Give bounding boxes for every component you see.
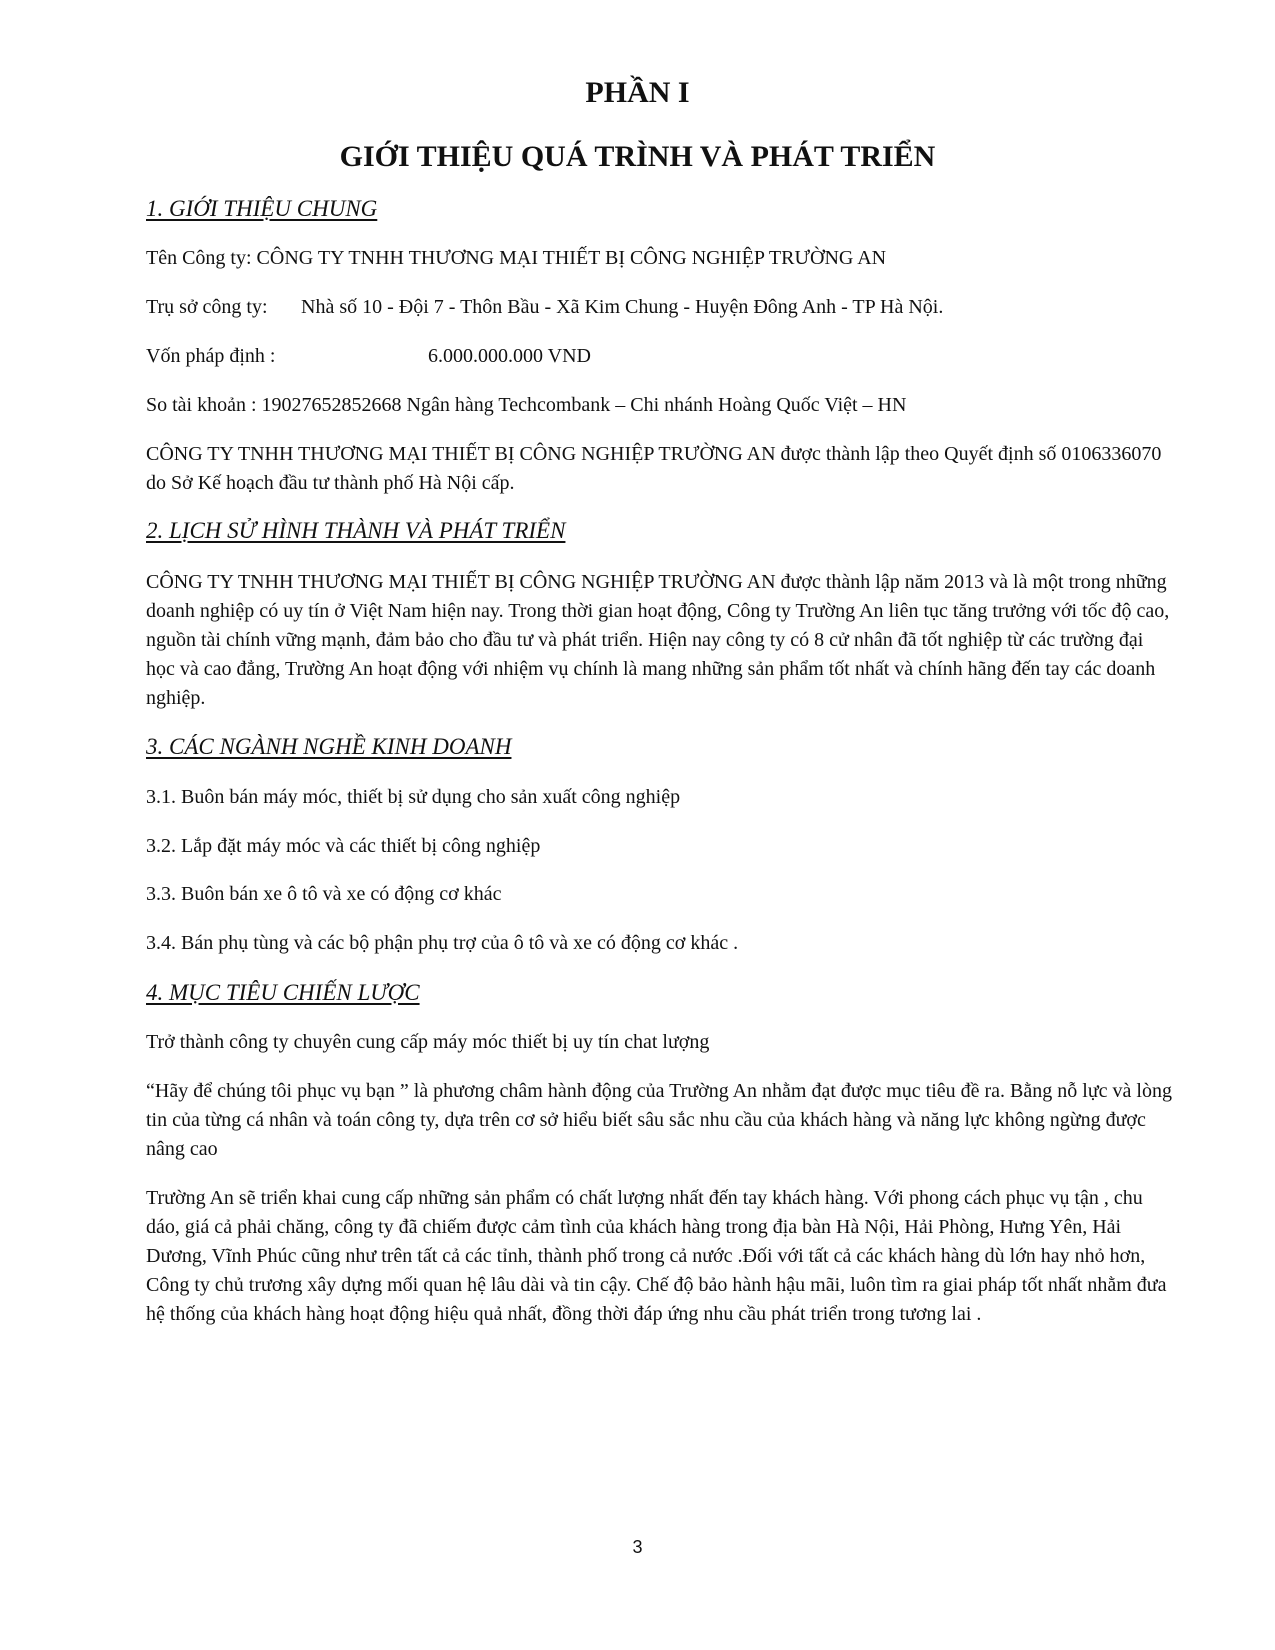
founding-paragraph: CÔNG TY TNHH THƯƠNG MẠI THIẾT BỊ CÔNG NGHIỆP TRƯỜNG AN được thành lập theo Quyết định số 0106336070 do Sở Kế hoạch đầu tư thành phố Hà Nội cấp. <box>146 443 1162 494</box>
service-paragraph: Trường An sẽ triển khai cung cấp những sản phẩm có chất lượng nhất đến tay khách hàng. Với phong cách phục vụ tận , chu dáo, giá cả phải chăng, công ty đã chiếm được cảm tình của khách hàng trong địa bàn Hà Nội, Hải Phòng, Hưng Yên, Hải Dương, Vĩnh Phúc cũng như trên tất cả các tỉnh, thành phố trong cả nước .Đối với tất cả các khách hàng dù lớn hay nhỏ hơn, Công ty chủ trương xây dựng mối quan hệ lâu dài và tin cậy. Chế độ bảo hành hậu mãi, luôn tìm ra giai pháp tốt nhất nhằm đưa hệ thống của khách hàng hoạt động hiệu quả nhất, đồng thời đáp ứng nhu cầu phát triển trong tương lai . <box>146 1187 1167 1325</box>
business-item: 3.4. Bán phụ tùng và các bộ phận phụ trợ của ô tô và xe có động cơ khác . <box>146 932 739 954</box>
history-paragraph: CÔNG TY TNHH THƯƠNG MẠI THIẾT BỊ CÔNG NGHIỆP TRƯỜNG AN được thành lập năm 2013 và là một trong những doanh nghiệp có uy tín ở Việt Nam hiện nay. Trong thời gian hoạt động, Công ty Trường An liên tục tăng trưởng với tốc độ cao, nguồn tài chính vững mạnh, đảm bảo cho đầu tư và phát triển. Hiện nay công ty có 8 cử nhân đã tốt nghiệp từ các trường đại học và cao đẳng, Trường An hoạt động với nhiệm vụ chính là mang những sản phẩm tốt nhất và chính hãng đến tay các doanh nghiệp. <box>146 571 1170 709</box>
address-row <box>146 296 944 319</box>
business-item: 3.1. Buôn bán máy móc, thiết bị sử dụng cho sản xuất công nghiệp <box>146 786 681 808</box>
page-number: 3 <box>632 1537 643 1557</box>
main-title: GIỚI THIỆU QUÁ TRÌNH VÀ PHÁT TRIỂN <box>339 140 936 173</box>
capital-row <box>146 345 591 368</box>
section4-heading: 4. MỤC TIÊU CHIẾN LƯỢC <box>146 980 420 1005</box>
business-item: 3.3. Buôn bán xe ô tô và xe có động cơ khác <box>146 883 502 905</box>
company-name: Tên Công ty: CÔNG TY TNHH THƯƠNG MẠI THIẾT BỊ CÔNG NGHIỆP TRƯỜNG AN <box>146 247 887 269</box>
section2-heading: 2. LỊCH SỬ HÌNH THÀNH VÀ PHÁT TRIỂN <box>146 518 566 543</box>
part-title: PHẦN I <box>585 76 690 109</box>
business-item: 3.2. Lắp đặt máy móc và các thiết bị công nghiệp <box>146 835 541 857</box>
strategy-goal: Trở thành công ty chuyên cung cấp máy móc thiết bị uy tín chat lượng <box>146 1031 710 1053</box>
address-value: Nhà số 10 - Đội 7 - Thôn Bầu - Xã Kim Chung - Huyện Đông Anh - TP Hà Nội. <box>301 296 944 318</box>
section3-heading: 3. CÁC NGÀNH NGHỀ KINH DOANH <box>146 734 512 759</box>
bank-account: So tài khoản : 19027652852668 Ngân hàng Techcombank – Chi nhánh Hoàng Quốc Việt – HN <box>146 394 907 416</box>
capital-label: Vốn pháp định : <box>146 345 276 367</box>
section1-heading: 1. GIỚI THIỆU CHUNG <box>146 196 378 221</box>
motto-paragraph: “Hãy để chúng tôi phục vụ bạn ” là phương châm hành động của Trường An nhằm đạt được mục tiêu đề ra. Bằng nỗ lực và lòng tin của từng cá nhân và toán công ty, dựa trên cơ sở hiểu biết sâu sắc nhu cầu của khách hàng và năng lực không ngừng được nâng cao <box>146 1080 1172 1160</box>
capital-value: 6.000.000.000 VND <box>428 345 591 367</box>
address-label: Trụ sở công ty: <box>146 296 268 318</box>
